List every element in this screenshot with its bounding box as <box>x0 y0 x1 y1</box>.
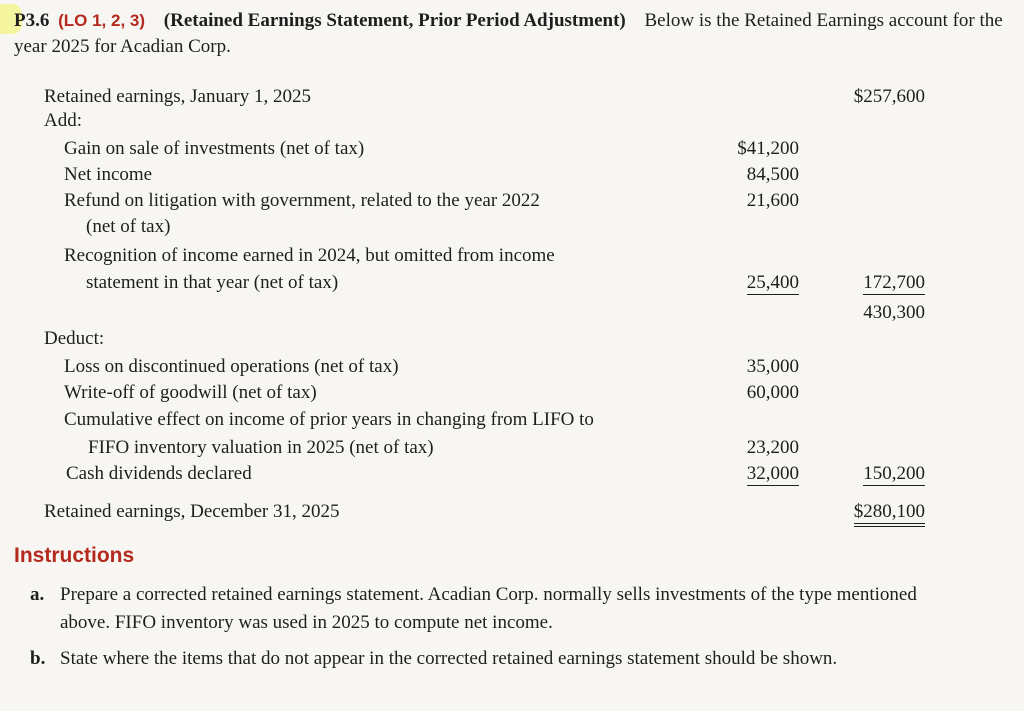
add-label: Add: <box>44 110 82 131</box>
subtotal: 430,300 <box>863 302 925 323</box>
instruction-letter: b. <box>30 648 46 669</box>
problem-title: (Retained Earnings Statement, Prior Period Adjustment) <box>163 10 626 31</box>
instruction-text: State where the items that do not appear in the corrected retained earnings statement should be shown. <box>60 648 838 669</box>
add-item-amount: 25,400 <box>746 272 799 293</box>
opening-balance-label: Retained earnings, January 1, 2025 <box>44 86 311 107</box>
add-item-label: Recognition of income earned in 2024, but omitted from income <box>64 245 555 266</box>
add-item-label: Gain on sale of investments (net of tax) <box>64 138 365 159</box>
add-item-label-continued: statement in that year (net of tax) <box>86 272 339 293</box>
opening-balance-amount: $257,600 <box>853 86 925 107</box>
deduct-label: Deduct: <box>44 328 105 349</box>
add-item-label: Refund on litigation with government, related to the year 2022 <box>64 190 540 211</box>
closing-balance-label: Retained earnings, December 31, 2025 <box>44 501 340 522</box>
deduct-item-label-continued: FIFO inventory valuation in 2025 (net of tax) <box>88 437 434 458</box>
deduct-total: 150,200 <box>863 463 925 484</box>
instruction-letter: a. <box>30 584 45 605</box>
problem-description: Below is the Retained Earnings account for the year 2025 for Acadian Corp. <box>14 10 1003 57</box>
instruction-text: Prepare a corrected retained earnings statement. Acadian Corp. normally sells investments of the type mentioned above. FIFO inventory was used in 2025 to compute net income. <box>60 584 917 633</box>
deduct-item-amount: 23,200 <box>746 437 799 458</box>
deduct-item-label: Cumulative effect on income of prior years in changing from LIFO to <box>64 409 594 430</box>
add-item-label-continued: (net of tax) <box>86 216 171 237</box>
problem-header <box>14 8 1014 60</box>
add-item-amount: 84,500 <box>746 164 799 185</box>
deduct-item-label: Loss on discontinued operations (net of tax) <box>64 356 399 377</box>
deduct-item-amount: 32,000 <box>746 463 799 484</box>
instruction-item <box>30 645 965 673</box>
learning-objectives: (LO 1, 2, 3) <box>58 11 146 30</box>
add-item-amount: $41,200 <box>737 138 799 159</box>
add-item-label: Net income <box>64 164 153 185</box>
add-item-amount: 21,600 <box>746 190 799 211</box>
deduct-item-label: Cash dividends declared <box>66 463 252 484</box>
instruction-item <box>30 581 965 637</box>
problem-number: P3.6 <box>14 10 50 31</box>
deduct-item-amount: 35,000 <box>746 356 799 377</box>
instructions-heading: Instructions <box>14 544 135 567</box>
add-total: 172,700 <box>863 272 925 293</box>
deduct-item-label: Write-off of goodwill (net of tax) <box>64 382 317 403</box>
deduct-item-amount: 60,000 <box>746 382 799 403</box>
closing-balance-amount: $280,100 <box>854 500 925 527</box>
